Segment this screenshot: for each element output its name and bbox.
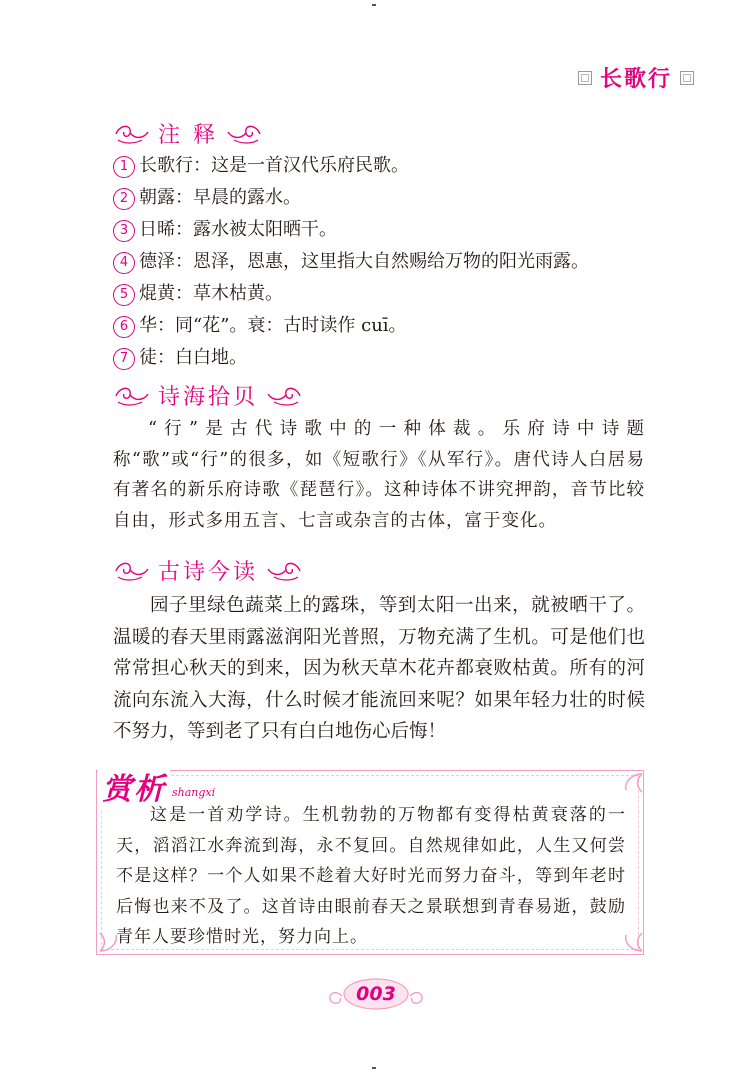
modern-heading	[112, 555, 304, 586]
header-box-icon	[578, 71, 592, 85]
swirl-left-icon	[112, 559, 152, 583]
note-item	[113, 310, 673, 342]
note-text: 德泽：恩泽，恩惠，这里指大自然赐给万物的阳光雨露。	[139, 251, 589, 272]
note-number: 1	[113, 156, 135, 178]
page-number-badge	[344, 978, 408, 1010]
bottom-mark	[372, 1067, 376, 1069]
shells-heading	[112, 380, 304, 411]
note-item	[113, 342, 673, 374]
modern-paragraph: 园子里绿色蔬菜上的露珠，等到太阳一出来，就被晒干了。温暖的春天里雨露滋润阳光普照，万物充满了生机。可是他们也常常担心秋天的到来，因为秋天草木花卉都衰败枯黄。所有的河流向东流入大海，什么时候才能流回来呢？如果年轻力壮的时候不努力，等到老了只有白白地伤心后悔！	[113, 595, 645, 742]
header-box-icon	[680, 71, 694, 85]
note-text: 日晞：露水被太阳晒干。	[139, 219, 337, 240]
note-number: 4	[113, 252, 135, 274]
note-text: 徒：白白地。	[139, 347, 247, 368]
note-text: 焜黄：草木枯黄。	[139, 283, 283, 304]
appreciation-pinyin: shangxi	[172, 786, 216, 799]
note-item	[113, 246, 673, 278]
note-text: 华：同“花”。衰：古时读作 cuī。	[139, 315, 407, 336]
notes-heading	[112, 118, 264, 149]
appreciation-text: 这是一首劝学诗。生机勃勃的万物都有变得枯黄衰落的一天，滔滔江水奔流到海，永不复回。自然规律如此，人生又何尝不是这样？一个人如果不趁着大好时光而努力奋斗，等到年老时后悔也来不及了。这首诗由眼前春天之景联想到青春易逝，鼓励青年人要珍惜时光，努力向上。	[116, 805, 626, 947]
header-title: 长歌行	[599, 67, 672, 92]
notes-title: 注 释	[158, 123, 218, 148]
swirl-right-icon	[264, 559, 304, 583]
note-number: 2	[113, 188, 135, 210]
note-item	[113, 278, 673, 310]
top-mark	[372, 4, 376, 6]
note-number: 6	[113, 316, 135, 338]
running-header	[578, 62, 694, 93]
swirl-left-icon	[112, 384, 152, 408]
notes-list	[113, 150, 673, 374]
note-text: 朝露：早晨的露水。	[139, 187, 301, 208]
corner-ornament-icon	[622, 772, 644, 794]
note-number: 5	[113, 284, 135, 306]
note-item	[113, 214, 673, 246]
shells-paragraph: “行”是古代诗歌中的一种体裁。乐府诗中诗题称“歌”或“行”的很多，如《短歌行》《从军行》。唐代诗人白居易有著名的新乐府诗歌《琵琶行》。这种诗体不讲究押韵，音节比较自由，形式多用五言、七言或杂言的古体，富于变化。	[113, 419, 645, 531]
note-item	[113, 150, 673, 182]
note-text: 长歌行：这是一首汉代乐府民歌。	[139, 155, 409, 176]
modern-title: 古诗今读	[158, 560, 259, 585]
swirl-right-icon	[224, 122, 264, 146]
note-item	[113, 182, 673, 214]
shells-title: 诗海拾贝	[158, 385, 259, 410]
appreciation-title: 赏析	[98, 770, 170, 810]
note-number: 7	[113, 348, 135, 370]
swirl-left-icon	[112, 122, 152, 146]
swirl-right-icon	[264, 384, 304, 408]
page-number: 003	[356, 983, 396, 1005]
note-number: 3	[113, 220, 135, 242]
